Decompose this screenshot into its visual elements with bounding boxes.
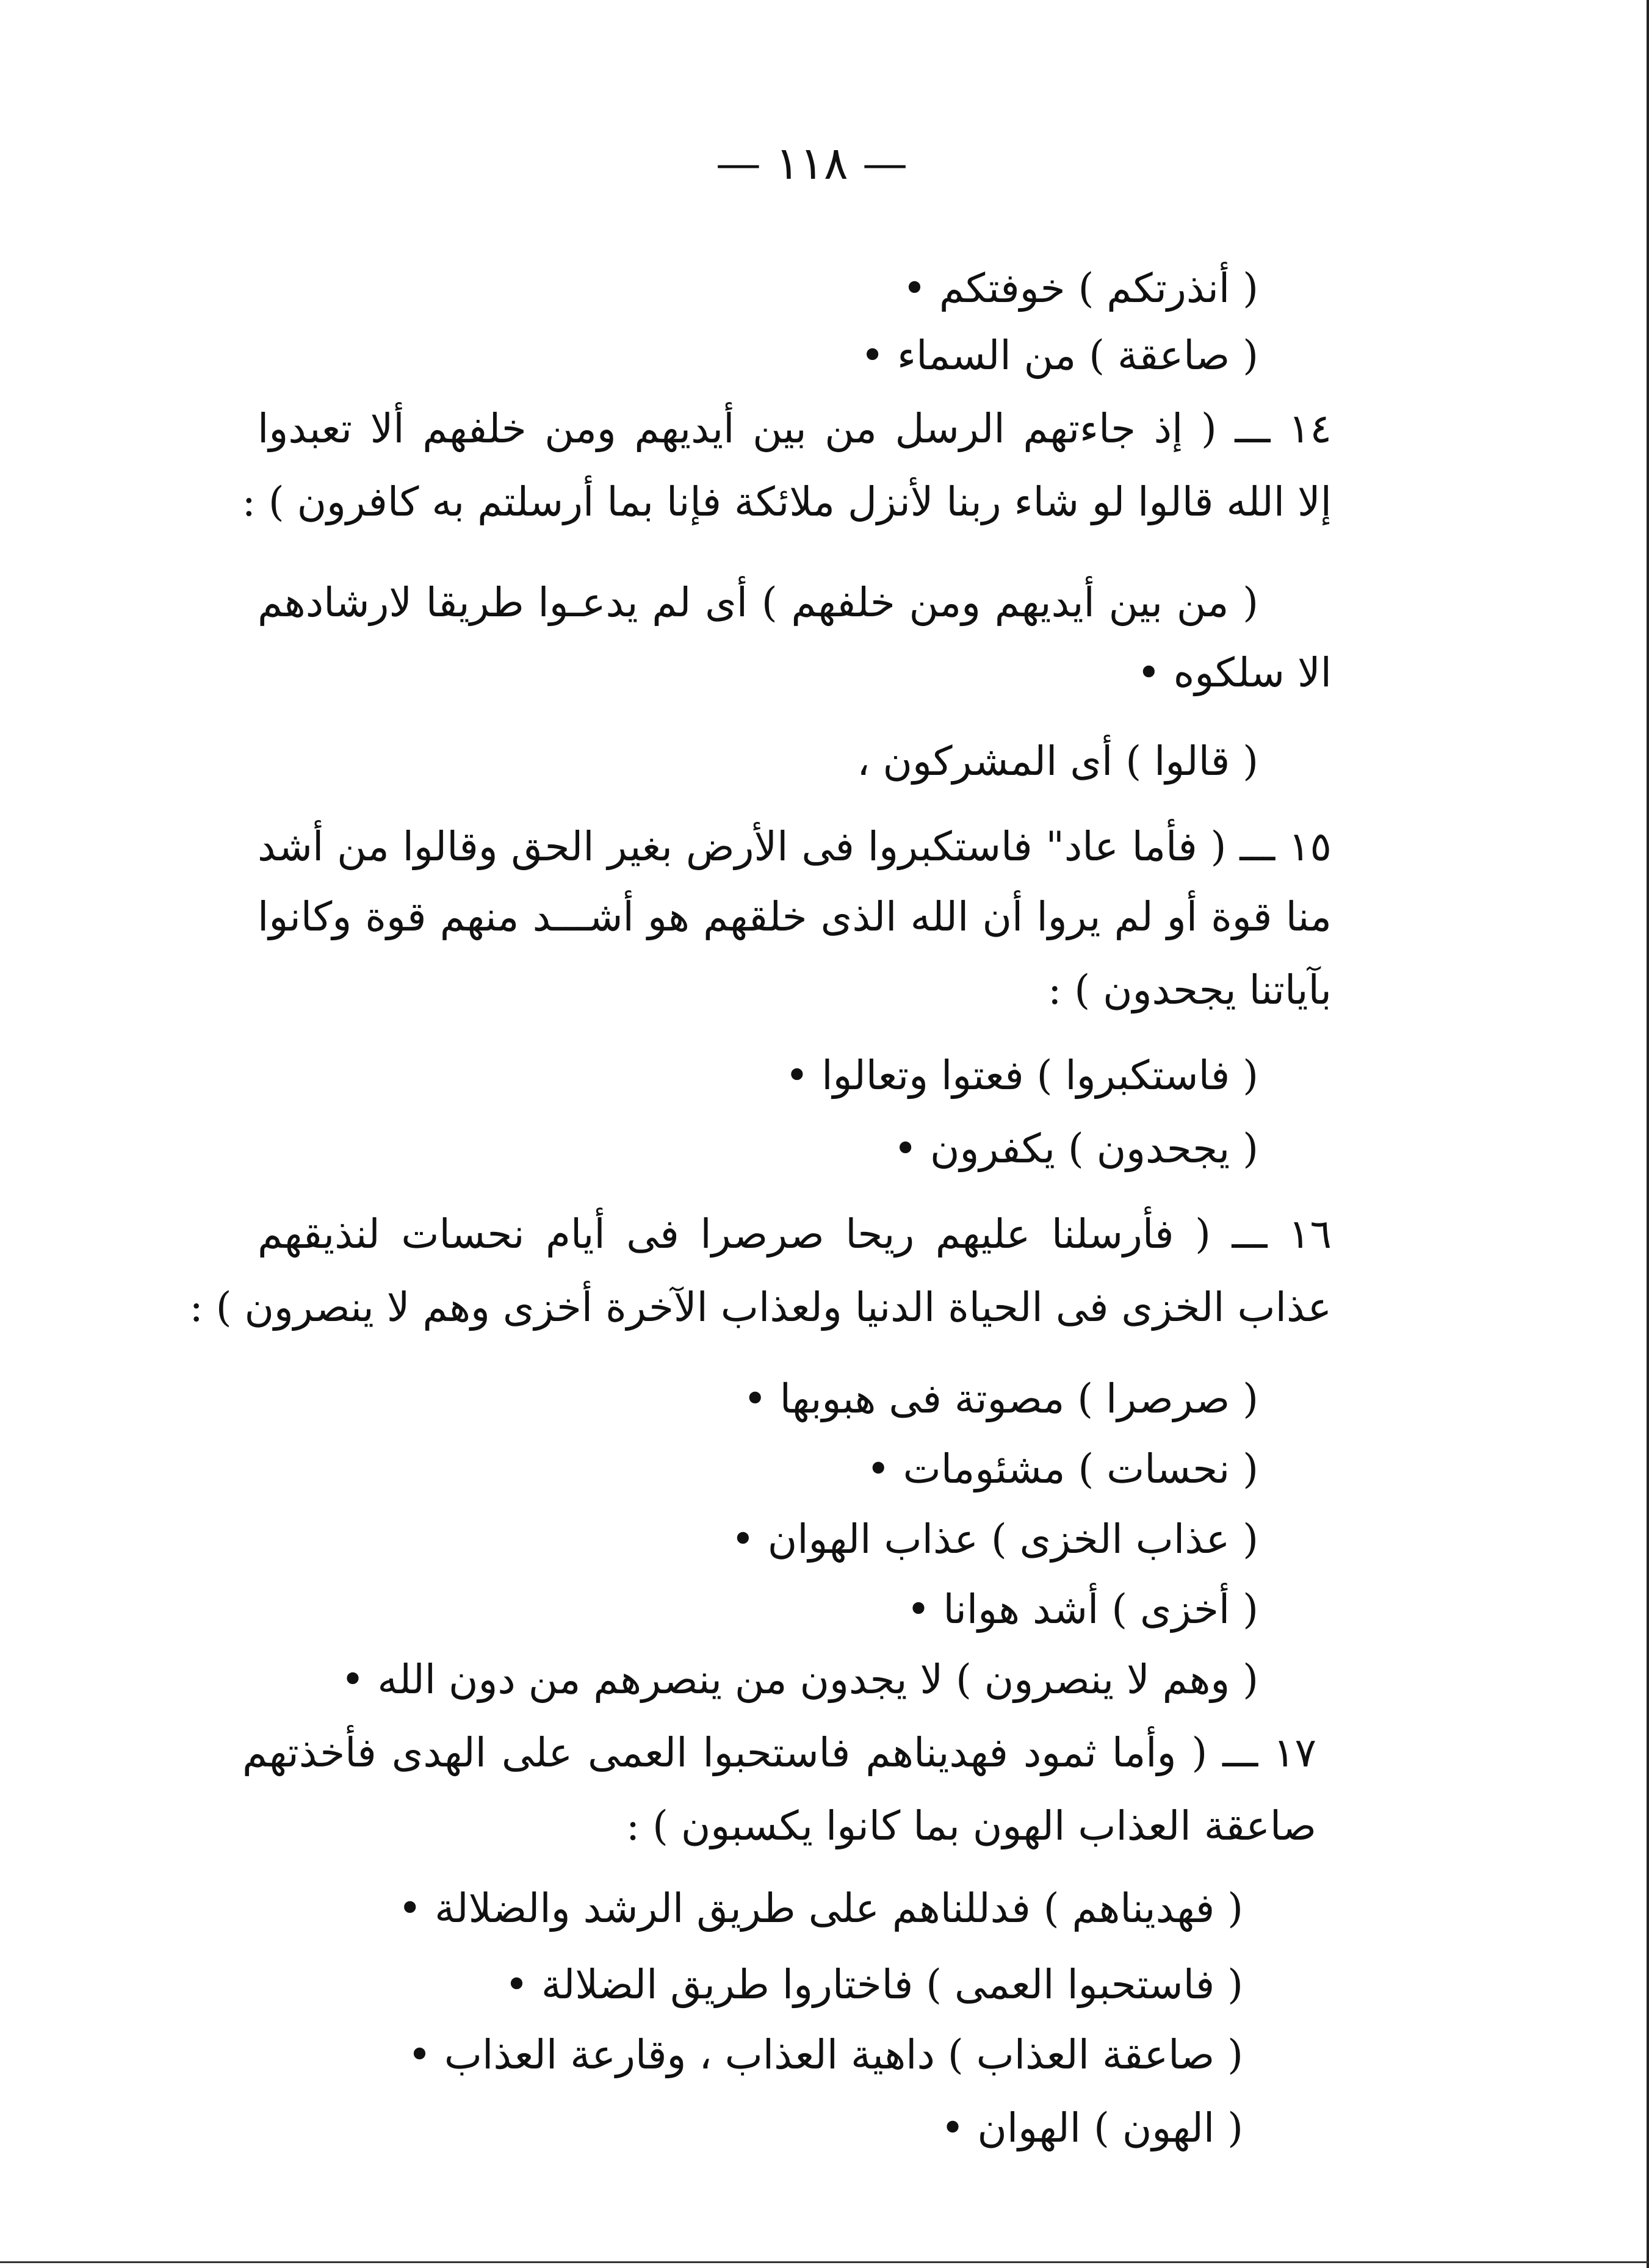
gloss-line: ( قالوا ) أى المشركون ،: [857, 738, 1258, 785]
page-number: — ١١٨ —: [715, 137, 908, 190]
gloss-line: ( الهون ) الهوان •: [940, 2104, 1243, 2151]
gloss-line: ( فهديناهم ) فدللناهم على طريق الرشد والضلالة •: [398, 1885, 1243, 1932]
verse-line: صاعقة العذاب الهون بما كانوا يكسبون ) :: [626, 1802, 1316, 1849]
gloss-line: ( صاعقة ) من السماء •: [861, 332, 1258, 379]
verse-line: ١٥ ـــ ( فأما عاد" فاستكبروا فى الأرض بغير الحق وقالوا من أشد: [258, 823, 1332, 870]
verse-line: ١٦ ـــ ( فأرسلنا عليهم ريحا صرصرا فى أيام نحسات لنذيقهم: [258, 1211, 1332, 1258]
verse-line: بآياتنا يجحدون ) :: [1048, 967, 1332, 1013]
gloss-line: ( نحسات ) مشئومات •: [866, 1445, 1258, 1492]
verse-line: منا قوة أو لم يروا أن الله الذى خلقهم هو أشـــد منهم قوة وكانوا: [258, 893, 1332, 940]
gloss-line: ( وهم لا ينصرون ) لا يجدون من ينصرهم من دون الله •: [341, 1656, 1258, 1703]
page-edge-right: [1647, 0, 1649, 2268]
gloss-line: ( يجحدون ) يكفرون •: [893, 1125, 1258, 1172]
gloss-line: ( من بين أيديهم ومن خلفهم ) أى لم يدعـوا طريقا لارشادهم: [258, 579, 1258, 626]
gloss-line: ( أخزى ) أشد هوانا •: [906, 1586, 1258, 1633]
verse-line: ١٤ ـــ ( إذ جاءتهم الرسل من بين أيديهم ومن خلفهم ألا تعبدوا: [258, 405, 1332, 452]
gloss-line: الا سلكوه •: [1136, 649, 1332, 696]
gloss-line: ( فاستكبروا ) فعتوا وتعالوا •: [785, 1052, 1258, 1099]
gloss-line: ( صرصرا ) مصوتة فى هبوبها •: [743, 1375, 1258, 1422]
page-edge-bottom: [0, 2261, 1649, 2263]
gloss-line: ( عذاب الخزى ) عذاب الهوان •: [731, 1516, 1258, 1563]
gloss-line: ( فاستحبوا العمى ) فاختاروا طريق الضلالة •: [504, 1961, 1243, 2008]
verse-line: عذاب الخزى فى الحياة الدنيا ولعذاب الآخرة أخزى وهم لا ينصرون ) :: [189, 1284, 1332, 1331]
verse-line: إلا الله قالوا لو شاء ربنا لأنزل ملائكة فإنا بما أرسلتم به كافرون ) :: [242, 478, 1332, 525]
gloss-line: ( أنذرتكم ) خوفتكم •: [902, 265, 1258, 312]
gloss-line: ( صاعقة العذاب ) داهية العذاب ، وقارعة العذاب •: [407, 2031, 1243, 2078]
verse-line: ١٧ ـــ ( وأما ثمود فهديناهم فاستحبوا العمى على الهدى فأخذتهم: [242, 1729, 1316, 1776]
